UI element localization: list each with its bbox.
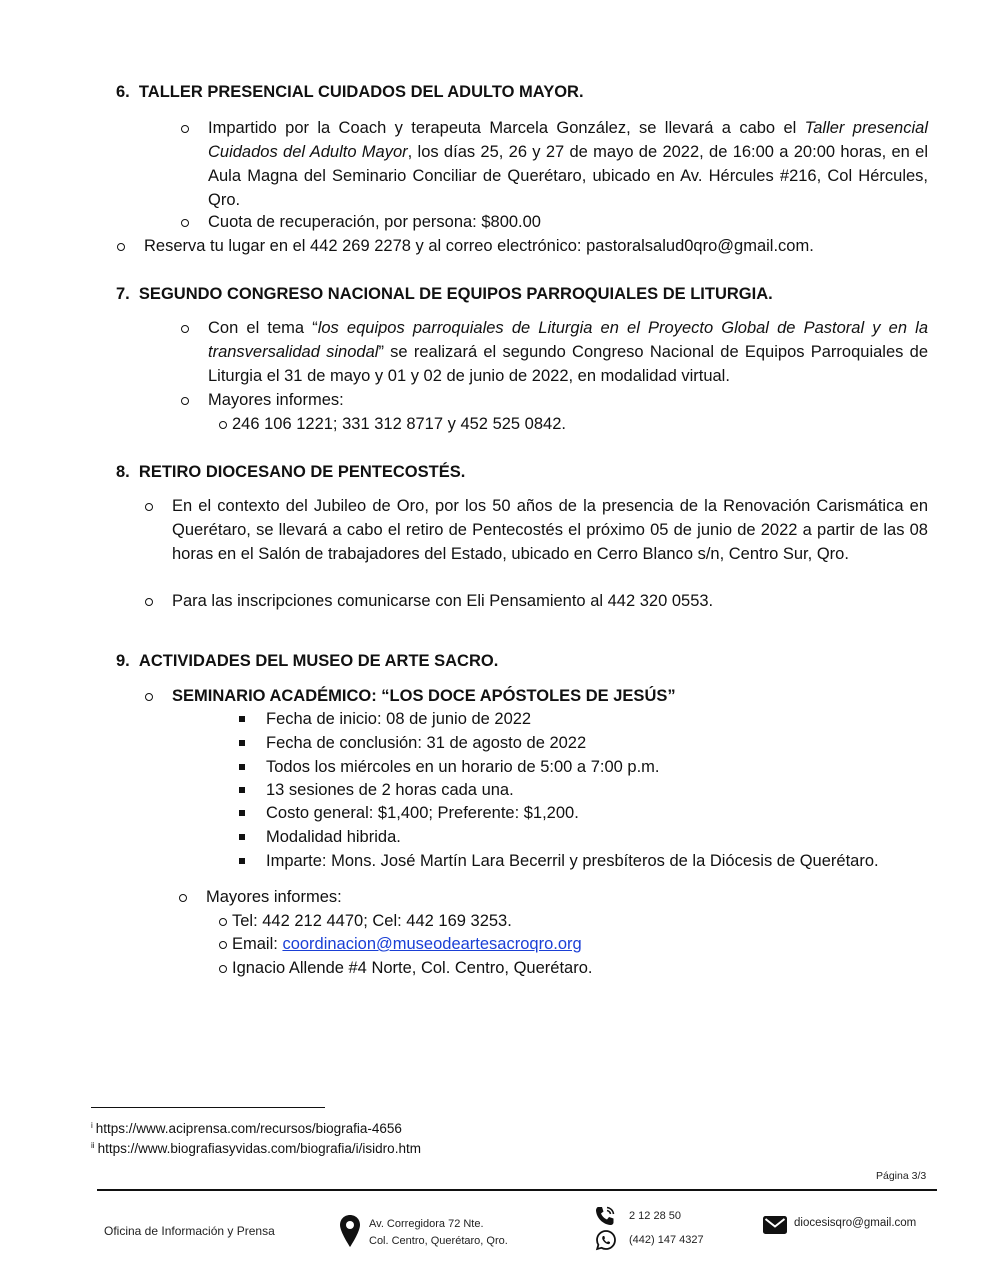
footer-phone: 2 12 28 50 [629, 1210, 681, 1222]
bullet-square [239, 858, 245, 864]
footnote-2: $^{ii}$ https://www.biografiasyvidas.com/biografia/i/isidro.htm [91, 1141, 421, 1156]
museum-email-link[interactable]: coordinacion@museodeartesacroqro.org [282, 935, 582, 953]
envelope-icon [762, 1214, 788, 1236]
footnote-1: $^i$ https://www.aciprensa.com/recursos/biografia-4656 [91, 1121, 402, 1136]
seminar-detail-item: Modalidad hibrida. [266, 828, 401, 846]
bullet-circle [219, 941, 227, 949]
bullet-circle [219, 918, 227, 926]
section-6-heading: 6. TALLER PRESENCIAL CUIDADOS DEL ADULTO MAYOR. [116, 83, 584, 101]
bullet-circle [181, 325, 189, 333]
section-7-heading: 7. SEGUNDO CONGRESO NACIONAL DE EQUIPOS PARROQUIALES DE LITURGIA. [116, 285, 773, 303]
footer-address-line-2: Col. Centro, Querétaro, Qro. [369, 1235, 508, 1247]
section-9-phones: Tel: 442 212 4470; Cel: 442 169 3253. [232, 912, 512, 930]
bullet-circle [181, 219, 189, 227]
bullet-circle [145, 693, 153, 701]
bullet-circle [145, 503, 153, 511]
seminar-detail-item: Costo general: $1,400; Preferente: $1,200. [266, 804, 579, 822]
bullet-square [239, 764, 245, 770]
bullet-square [239, 787, 245, 793]
footer-rule [97, 1189, 937, 1191]
bullet-circle [181, 125, 189, 133]
section-9-email-line: Email: coordinacion@museodeartesacroqro.org [232, 935, 582, 953]
bullet-square [239, 810, 245, 816]
bullet-circle [117, 243, 125, 251]
footer-whatsapp: (442) 147 4327 [629, 1234, 704, 1246]
bullet-square [239, 716, 245, 722]
whatsapp-icon [595, 1229, 617, 1251]
footer-address-line-1: Av. Corregidora 72 Nte. [369, 1218, 484, 1230]
bullet-square [239, 834, 245, 840]
page-number: Página 3/3 [876, 1170, 927, 1182]
location-pin-icon [339, 1214, 361, 1248]
bullet-circle [145, 598, 153, 606]
bullet-circle [181, 397, 189, 405]
section-8-description: En el contexto del Jubileo de Oro, por los 50 años de la presencia de la Renovación Carismática en Querétaro, se llevará a cabo el retiro de Pentecostés el próximo 05 de junio de 2022 a partir de las 08 horas en el Salón de trabajadores del Estado, ubicado en Cerro Blanco s/n, Centro Sur, Qro. [172, 497, 928, 563]
footer-email: diocesisqro@gmail.com [794, 1217, 917, 1229]
section-6-fee: Cuota de recuperación, por persona: $800.00 [208, 213, 541, 231]
footnote-separator [91, 1107, 325, 1108]
bullet-circle [219, 965, 227, 973]
seminar-detail-item: Imparte: Mons. José Martín Lara Becerril y presbíteros de la Diócesis de Querétaro. [266, 852, 879, 870]
seminar-title: SEMINARIO ACADÉMICO: “LOS DOCE APÓSTOLES DE JESÚS” [172, 687, 676, 705]
seminar-detail-item: Todos los miércoles en un horario de 5:00 a 7:00 p.m. [266, 758, 660, 776]
section-9-address: Ignacio Allende #4 Norte, Col. Centro, Querétaro. [232, 959, 593, 977]
section-6-description: Impartido por la Coach y terapeuta Marcela González, se llevará a cabo el Taller presencial Cuidados del Adulto Mayor, los días 25, 26 y 27 de mayo de 2022, de 16:00 a 20:00 horas, en el Aula Magna del Seminario Conciliar de Querétaro, ubicado en Av. Hércules #216, Col Hércules, Qro. [208, 119, 928, 209]
section-7-info-label: Mayores informes: [208, 391, 344, 409]
bullet-circle [219, 421, 227, 429]
section-6-reservation: Reserva tu lugar en el 442 269 2278 y al correo electrónico: pastoralsalud0qro@gmail.com. [144, 237, 814, 255]
footer-office: Oficina de Información y Prensa [104, 1224, 275, 1238]
seminar-detail-item: 13 sesiones de 2 horas cada una. [266, 781, 514, 799]
section-7-description: Con el tema “los equipos parroquiales de Liturgia en el Proyecto Global de Pastoral y en la transversalidad sinodal” se realizará el segundo Congreso Nacional de Equipos Parroquiales de Liturgia el 31 de mayo y 01 y 02 de junio de 2022, en modalidad virtual. [208, 319, 928, 385]
section-8-heading: 8. RETIRO DIOCESANO DE PENTECOSTÉS. [116, 463, 466, 481]
seminar-detail-item: Fecha de conclusión: 31 de agosto de 2022 [266, 734, 587, 752]
phone-icon [594, 1205, 616, 1227]
section-7-phones: 246 106 1221; 331 312 8717 y 452 525 0842. [232, 415, 566, 433]
bullet-square [239, 740, 245, 746]
bullet-circle [179, 894, 187, 902]
section-8-registration: Para las inscripciones comunicarse con Eli Pensamiento al 442 320 0553. [172, 592, 714, 610]
section-9-heading: 9. ACTIVIDADES DEL MUSEO DE ARTE SACRO. [116, 652, 499, 670]
section-9-info-label: Mayores informes: [206, 888, 342, 906]
seminar-detail-item: Fecha de inicio: 08 de junio de 2022 [266, 710, 532, 728]
